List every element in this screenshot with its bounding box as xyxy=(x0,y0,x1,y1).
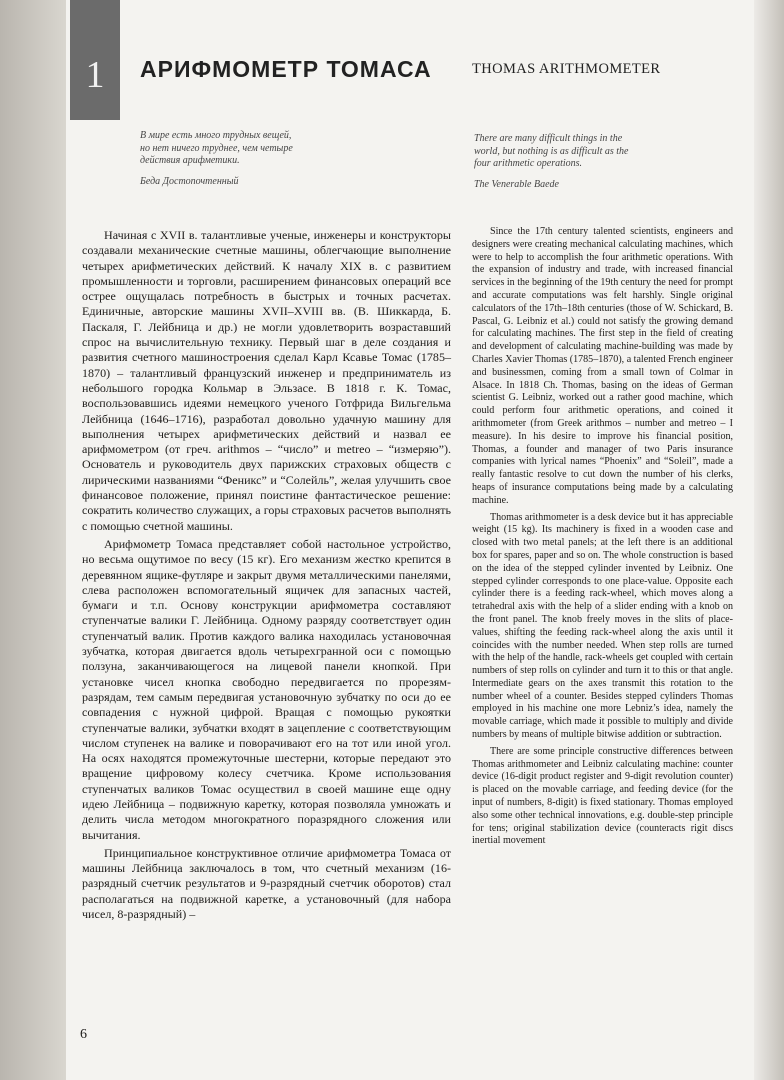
chapter-number: 1 xyxy=(85,54,105,96)
epigraph-en-quote: There are many difficult things in the world, but nothing is as difficult as the four arithmetic operations. xyxy=(474,133,629,169)
epigraph-ru-author: Беда Достопочтенный xyxy=(140,175,239,187)
scan-edge-left xyxy=(0,0,66,1080)
page-number: 6 xyxy=(80,1027,87,1042)
epigraph-ru xyxy=(140,130,400,188)
epigraph-en-author: The Venerable Baede xyxy=(474,178,559,190)
body-column-ru xyxy=(82,228,451,925)
chapter-title-en: THOMAS ARITHMOMETER xyxy=(472,61,661,77)
body-ru-paragraph: Арифмометр Томаса представляет собой настольное устройство, но весьма ощутимое по весу (15 кг). Его механизм жестко крепится в деревянном ящике-футляре и закрыт двумя металлическими панелями, слева расположен вспомогательный ящичек для запасных частей, бумаги и т.п. Основу конструкции арифмометра составляют ступенчатые валики Г. Лейбница. Одному разряду соответствует один ступенчатый валик. Против каждого валика находилась установочная зубчатка, которая двигается вдоль четырехгранной оси с помощью ползуна, заканчивающегося на лицевой панели кнопкой. При установке чисел кнопка свободно передвигается по прорезям-разрядам, тем самым передвигая установочную зубчатку по оси до ее совпадения с нужной цифрой. Вращая с помощью рукоятки ступенчатые валики, зубчатки входят в зацепление с соответствующим числом ступенек на валике и поворачивают его на тот или иной угол. На осях находятся промежуточные шестерни, которые передают это вращение цифровому колесу счетчика. Кроме использования ступенчатых валиков Томас осуществил в своей машине еще одну идею Лейбница – подвижную каретку, которая позволяла умножать и делить числа методом многократного поразрядного сложения или вычитания. xyxy=(82,536,451,842)
scan-edge-right xyxy=(752,0,784,1080)
body-column-en xyxy=(472,226,733,852)
body-en-paragraph: Since the 17th century talented scientists, engineers and designers were creating mechanical calculating machines, which were to help to accomplish the four arithmetic operations. With the expansion of industry and trade, with increased financial services in the beginning of the 19th century the need for prompt and accurate computations was felt harshly. Single original calculators of the 17th–18th centuries (those of W. Schickard, B. Pascal, G. Leibniz et al.) could not satisfy the growing demand for calculating machines. The first step in the field of creating and development of calculating machine-building was made by Charles Xavier Thomas (1785–1870), a talented French engineer and businessmen, coming from a small town of Colmar in Alsace. In 1818 Ch. Thomas, basing on the ideas of German scientist G. Leibniz, worked out a rather good machine, which could perform four arithmetic operations, and coined it arithmometer (from Greek arithmos – number and metreo – I measure). In his desire to improve his financial position, Thomas, a founder and manager of two Paris insurance companies with lyrical names “Phoenix” and “Soleil”, made a really fantastic resolve to cut down the number of his clerks, heaps of insurance computations being made by a calculating machine. xyxy=(472,226,733,506)
epigraph-en xyxy=(474,133,714,191)
chapter-title-ru: АРИФМОМЕТР ТОМАСА xyxy=(140,56,432,82)
epigraph-ru-quote: В мире есть много трудных вещей, но нет ничего труднее, чем четыре действия арифметики. xyxy=(140,130,293,166)
body-en-paragraph: Thomas arithmometer is a desk device but it has appreciable weight (15 kg). Its machinery is fixed in a wooden case and closed with two metal panels; at the left there is an additional box for spares, paper and so on. The whole construction is based on the idea of the stepped cylinder invented by Leibniz. One stepped cylinder corresponds to one place-value. Opposite each cylinder there is a feeding rack-wheel, which moves along a tetrahedral axis with the help of a slider ending with a knob on the front panel. The knob freely moves in the slits of place-values, shifting the feeding rack-wheel along the axis until it coincides with the number needed. When step rolls are turned with the help of the handle, rack-wheels get coupled with certain numbers of step rolls on cylinder and turn it to this or that angle. Intermediate gears on the axes transmit this rotation to the number wheel of a counter. Besides stepped cylinders Thomas employed in his machine one more Lebniz’s idea, namely the movable carriage, which made it possible to multiply and divide numbers by means of multiple bitwise addition or subtraction. xyxy=(472,511,733,741)
body-ru-paragraph: Начиная с XVII в. талантливые ученые, инженеры и конструкторы создавали механические счетные машины, облегчающие выполнение четырех арифметических действий. К началу XIX в. с развитием промышленности и торговли, расширением финансовых операций все острее ощущалась потребность в быстрых и точных расчетах. Единичные, авторские машины XVII–XVIII вв. (В. Шиккарда, Б. Паскаля, Г. Лейбница и др.) не могли удовлетворить возраставший спрос на вычислительную технику. Первый шаг в деле создания и развития счетного машиностроения сделал Карл Ксавье Томас (1785–1870) – талантливый французский инженер и предприниматель из небольшого городка Кольмар в Эльзасе. В 1818 г. К. Томас, воспользовавшись идеями немецкого ученого Готфрида Вильгельма Лейбница (1646–1716), разработал довольно удачную машину для выполнения четырех арифметических действий и назвал ее арифмометром (от греч. arithmos – “число” и metreo – “измеряю”). Основатель и руководитель двух парижских страховых обществ с лирическими названиями “Феникс” и “Солейль”, желая улучшить свое финансовое положение, принял поистине фантастическое решение: сократить количество служащих, а горы страховых расчетов выполнять с помощью счетной машины. xyxy=(82,228,451,533)
body-ru-paragraph: Принципиальное конструктивное отличие арифмометра Томаса от машины Лейбница заключалось в том, что счетный механизм (16-разрядный счетчик результатов и 9-разрядный счетчик оборотов) стал располагаться на подвижной каретке, а установочный (для набора чисел, 8-разрядный) – xyxy=(82,845,451,922)
body-en-paragraph: There are some principle constructive differences between Thomas arithmometer and Leibniz calculating machine: counter device (16-digit product register and 9-digit revolution counter) is placed on the movable carriage, and feeding device (for the input of numbers, 8-digit) is fixed stationary. Thomas employed also some other technical innovations, e.g. double-step principle for tens; original stabilization device (counteracts rigit discs inertial movement xyxy=(472,745,733,847)
